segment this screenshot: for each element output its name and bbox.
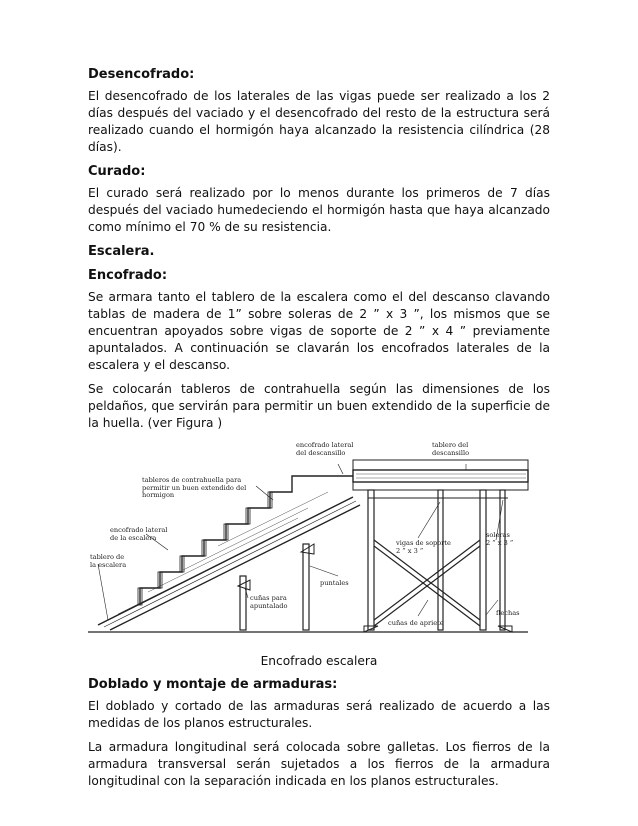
paragraph-armadura: La armadura longitudinal será colocada sobre galletas. Los fierros de la armadura transversal serán sujetados a los fierros de la armadura longitudinal con la separación indicada en los planos estructurales.	[88, 740, 550, 788]
document-page	[88, 66, 550, 790]
label-vigas-soporte: vigas de soporte 2 ” x 3 ”	[396, 539, 451, 555]
paragraph-encofrado-2: Se colocarán tableros de contrahuella según las dimensiones de los peldaños, que servirán para permitir un buen extendido de la superficie de la huella. (ver Figura )	[88, 382, 550, 430]
paragraph-desencofrado: El desencofrado de los laterales de las vigas puede ser realizado a los 2 días después del vaciado y el desencofrado del resto de la estructura será realizado cuando el hormigón haya alcanzado la resistencia cilíndrica (28 días).	[88, 89, 550, 154]
label-encofrado-lateral-descansillo: encofrado lateral del descansillo	[296, 441, 354, 457]
paragraph-encofrado-1: Se armara tanto el tablero de la escalera como el del descanso clavando tablas de madera de 1” sobre soleras de 2 ” x 3 ”, los mismos que se encuentran apoyados sobre vigas de soporte de 2 ” x 4 ” previamente apuntalados. A continuación se clavarán los encofrados laterales de la escalera y el descanso.	[88, 290, 550, 372]
heading-desencofrado: Desencofrado:	[88, 67, 195, 82]
label-encofrado-lateral-escalera: encofrado lateral de la escalera	[110, 526, 168, 542]
heading-escalera: Escalera.	[88, 244, 155, 259]
label-tablero-escalera: tablero de la escalera	[90, 553, 127, 569]
label-cunas-apuntalado: cuñas para apuntalado	[250, 594, 288, 610]
paragraph-curado: El curado será realizado por lo menos durante los primeros de 7 días después del vaciado humedeciendo el hormigón hasta que haya alcanzado como mínimo el 70 % de su resistencia.	[88, 186, 550, 234]
label-flechas: flechas	[496, 609, 520, 617]
figure-caption: Encofrado escalera	[260, 654, 378, 668]
stair-formwork-figure	[88, 440, 550, 645]
label-tableros-contrahuella: tableros de contrahuella para permitir un buen extendido del hormigon	[142, 476, 247, 500]
heading-doblado-armaduras: Doblado y montaje de armaduras:	[88, 677, 338, 692]
heading-encofrado: Encofrado:	[88, 268, 168, 283]
stair-formwork-drawing	[88, 440, 550, 645]
label-soleras: soleras 2 ” x 3 ”	[486, 531, 514, 547]
heading-curado: Curado:	[88, 164, 146, 179]
label-tablero-descansillo: tablero del descansillo	[432, 441, 470, 457]
paragraph-doblado: El doblado y cortado de las armaduras será realizado de acuerdo a las medidas de los planos estructurales.	[88, 699, 550, 730]
label-puntales: puntales	[320, 579, 349, 587]
label-cunas-apriete: cuñas de apriete	[388, 619, 444, 627]
